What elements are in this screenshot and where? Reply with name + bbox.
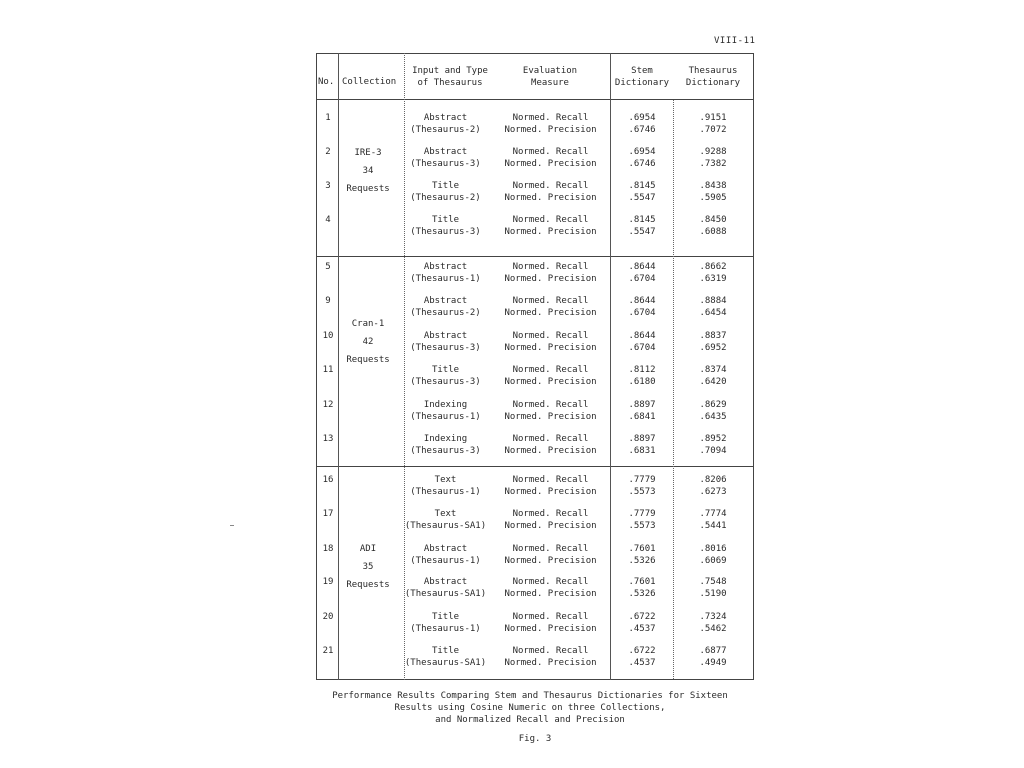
evaluation-measure: Normed. Recall <box>512 262 589 272</box>
header-evaluation-line1: Evaluation <box>522 66 578 76</box>
row-number: 19 <box>322 577 334 587</box>
evaluation-measure: Normed. Recall <box>512 475 589 485</box>
input-type: Abstract <box>423 331 468 341</box>
evaluation-measure: Normed. Precision <box>504 308 597 318</box>
thesaurus-value: .6952 <box>699 343 727 353</box>
input-type: (Thesaurus-3) <box>410 227 481 237</box>
stem-value: .4537 <box>628 624 656 634</box>
row-number: 4 <box>325 215 331 225</box>
stem-value: .6704 <box>628 343 656 353</box>
thesaurus-value: .5462 <box>699 624 727 634</box>
header-stem-line1: Stem <box>631 66 653 76</box>
collection-label: IRE-3 <box>354 148 382 158</box>
evaluation-measure: Normed. Recall <box>512 577 589 587</box>
input-type: (Thesaurus-1) <box>410 487 481 497</box>
stem-value: .7601 <box>628 577 656 587</box>
thesaurus-value: .6877 <box>699 646 727 656</box>
row-number: 16 <box>322 475 334 485</box>
thesaurus-value: .6088 <box>699 227 727 237</box>
thesaurus-value: .8206 <box>699 475 727 485</box>
stem-value: .6704 <box>628 274 656 284</box>
row-number: 10 <box>322 331 334 341</box>
thesaurus-value: .6273 <box>699 487 727 497</box>
stem-value: .8145 <box>628 215 656 225</box>
stem-value: .8644 <box>628 262 656 272</box>
input-type: (Thesaurus-2) <box>410 193 481 203</box>
stem-value: .8112 <box>628 365 656 375</box>
thesaurus-value: .5905 <box>699 193 727 203</box>
collection-label: 35 <box>362 562 374 572</box>
stem-value: .8897 <box>628 434 656 444</box>
row-number: 17 <box>322 509 334 519</box>
stem-value: .6954 <box>628 147 656 157</box>
caption-line-2: Results using Cosine Numeric on three Collections, <box>394 703 666 713</box>
row-number: 5 <box>325 262 331 272</box>
input-type: Abstract <box>423 113 468 123</box>
group-rule <box>316 466 753 467</box>
thesaurus-value: .8450 <box>699 215 727 225</box>
stem-value: .4537 <box>628 658 656 668</box>
table-bottom-rule <box>316 679 753 680</box>
input-type: Text <box>434 509 457 519</box>
evaluation-measure: Normed. Recall <box>512 296 589 306</box>
stem-value: .6704 <box>628 308 656 318</box>
thesaurus-value: .9288 <box>699 147 727 157</box>
thesaurus-value: .8629 <box>699 400 727 410</box>
header-rule <box>316 99 753 100</box>
collection-label: ADI <box>359 544 377 554</box>
header-evaluation-line2: Measure <box>531 78 569 88</box>
evaluation-measure: Normed. Recall <box>512 612 589 622</box>
thesaurus-value: .9151 <box>699 113 727 123</box>
evaluation-measure: Normed. Recall <box>512 434 589 444</box>
column-rule <box>673 100 674 679</box>
row-number: 12 <box>322 400 334 410</box>
thesaurus-value: .7382 <box>699 159 727 169</box>
header-input-line2: of Thesaurus <box>417 78 483 88</box>
stem-value: .7779 <box>628 475 656 485</box>
caption-line-1: Performance Results Comparing Stem and Thesaurus Dictionaries for Sixteen <box>332 691 728 701</box>
thesaurus-value: .8952 <box>699 434 727 444</box>
input-type: Title <box>431 215 460 225</box>
group-rule <box>316 256 753 257</box>
input-type: (Thesaurus-1) <box>410 412 481 422</box>
input-type: (Thesaurus-1) <box>410 274 481 284</box>
stem-value: .6722 <box>628 646 656 656</box>
evaluation-measure: Normed. Recall <box>512 181 589 191</box>
collection-label: 34 <box>362 166 374 176</box>
input-type: (Thesaurus-3) <box>410 377 481 387</box>
thesaurus-value: .8374 <box>699 365 727 375</box>
stem-value: .5573 <box>628 487 656 497</box>
stem-value: .8897 <box>628 400 656 410</box>
stem-value: .6722 <box>628 612 656 622</box>
input-type: (Thesaurus-2) <box>410 308 481 318</box>
row-number: 13 <box>322 434 334 444</box>
input-type: (Thesaurus-SA1) <box>404 589 487 599</box>
evaluation-measure: Normed. Recall <box>512 331 589 341</box>
thesaurus-value: .7548 <box>699 577 727 587</box>
thesaurus-value: .7774 <box>699 509 727 519</box>
header-thesaurus-line2: Dictionary <box>685 78 741 88</box>
evaluation-measure: Normed. Precision <box>504 274 597 284</box>
input-type: Title <box>431 612 460 622</box>
caption-line-3: and Normalized Recall and Precision <box>435 715 625 725</box>
header-thesaurus-line1: Thesaurus <box>688 66 738 76</box>
collection-label: Requests <box>346 184 390 194</box>
evaluation-measure: Normed. Precision <box>504 556 597 566</box>
stem-value: .5547 <box>628 193 656 203</box>
row-number: 1 <box>325 113 331 123</box>
evaluation-measure: Normed. Recall <box>512 400 589 410</box>
stem-value: .6746 <box>628 159 656 169</box>
input-type: Title <box>431 365 460 375</box>
evaluation-measure: Normed. Precision <box>504 589 597 599</box>
input-type: (Thesaurus-3) <box>410 446 481 456</box>
collection-label: Requests <box>346 355 390 365</box>
figure-label: Fig. 3 <box>518 734 552 744</box>
thesaurus-value: .6420 <box>699 377 727 387</box>
stem-value: .7779 <box>628 509 656 519</box>
thesaurus-value: .8837 <box>699 331 727 341</box>
stem-value: .6841 <box>628 412 656 422</box>
input-type: Abstract <box>423 296 468 306</box>
row-number: 2 <box>325 147 331 157</box>
header-collection: Collection <box>342 77 397 87</box>
input-type: Title <box>431 181 460 191</box>
evaluation-measure: Normed. Precision <box>504 521 597 531</box>
evaluation-measure: Normed. Precision <box>504 624 597 634</box>
row-number: 11 <box>322 365 334 375</box>
stem-value: .6831 <box>628 446 656 456</box>
thesaurus-value: .8662 <box>699 262 727 272</box>
evaluation-measure: Normed. Precision <box>504 658 597 668</box>
column-rule <box>338 53 339 680</box>
evaluation-measure: Normed. Precision <box>504 377 597 387</box>
evaluation-measure: Normed. Precision <box>504 343 597 353</box>
scan-mark <box>230 525 234 526</box>
input-type: Abstract <box>423 577 468 587</box>
input-type: Abstract <box>423 544 468 554</box>
thesaurus-value: .8016 <box>699 544 727 554</box>
evaluation-measure: Normed. Precision <box>504 487 597 497</box>
evaluation-measure: Normed. Precision <box>504 446 597 456</box>
input-type: Indexing <box>423 400 468 410</box>
thesaurus-value: .4949 <box>699 658 727 668</box>
input-type: (Thesaurus-3) <box>410 159 481 169</box>
collection-label: Requests <box>346 580 390 590</box>
stem-value: .5573 <box>628 521 656 531</box>
stem-value: .8145 <box>628 181 656 191</box>
table-top-rule <box>316 53 753 54</box>
stem-value: .6954 <box>628 113 656 123</box>
collection-label: 42 <box>362 337 374 347</box>
evaluation-measure: Normed. Recall <box>512 646 589 656</box>
thesaurus-value: .5441 <box>699 521 727 531</box>
input-type: Text <box>434 475 457 485</box>
header-input-line1: Input and Type <box>412 66 488 76</box>
header-no: No. <box>318 77 335 87</box>
evaluation-measure: Normed. Precision <box>504 227 597 237</box>
stem-value: .5326 <box>628 589 656 599</box>
row-number: 18 <box>322 544 334 554</box>
evaluation-measure: Normed. Recall <box>512 365 589 375</box>
thesaurus-value: .7072 <box>699 125 727 135</box>
stem-value: .5326 <box>628 556 656 566</box>
thesaurus-value: .5190 <box>699 589 727 599</box>
thesaurus-value: .6069 <box>699 556 727 566</box>
input-type: (Thesaurus-1) <box>410 556 481 566</box>
input-type: (Thesaurus-SA1) <box>404 521 487 531</box>
input-type: (Thesaurus-2) <box>410 125 481 135</box>
row-number: 9 <box>325 296 331 306</box>
evaluation-measure: Normed. Recall <box>512 147 589 157</box>
thesaurus-value: .6319 <box>699 274 727 284</box>
row-number: 20 <box>322 612 334 622</box>
stem-value: .5547 <box>628 227 656 237</box>
evaluation-measure: Normed. Recall <box>512 509 589 519</box>
row-number: 21 <box>322 646 334 656</box>
stem-value: .8644 <box>628 296 656 306</box>
evaluation-measure: Normed. Precision <box>504 125 597 135</box>
stem-value: .8644 <box>628 331 656 341</box>
input-type: Abstract <box>423 262 468 272</box>
input-type: (Thesaurus-3) <box>410 343 481 353</box>
input-type: Indexing <box>423 434 468 444</box>
column-rule <box>610 53 611 680</box>
evaluation-measure: Normed. Precision <box>504 193 597 203</box>
row-number: 3 <box>325 181 331 191</box>
thesaurus-value: .7094 <box>699 446 727 456</box>
evaluation-measure: Normed. Recall <box>512 544 589 554</box>
stem-value: .6180 <box>628 377 656 387</box>
evaluation-measure: Normed. Recall <box>512 215 589 225</box>
thesaurus-value: .6454 <box>699 308 727 318</box>
collection-label: Cran-1 <box>351 319 385 329</box>
evaluation-measure: Normed. Precision <box>504 159 597 169</box>
evaluation-measure: Normed. Precision <box>504 412 597 422</box>
input-type: (Thesaurus-SA1) <box>404 658 487 668</box>
thesaurus-value: .6435 <box>699 412 727 422</box>
thesaurus-value: .8438 <box>699 181 727 191</box>
input-type: Abstract <box>423 147 468 157</box>
input-type: (Thesaurus-1) <box>410 624 481 634</box>
stem-value: .7601 <box>628 544 656 554</box>
input-type: Title <box>431 646 460 656</box>
thesaurus-value: .8884 <box>699 296 727 306</box>
evaluation-measure: Normed. Recall <box>512 113 589 123</box>
stem-value: .6746 <box>628 125 656 135</box>
thesaurus-value: .7324 <box>699 612 727 622</box>
page-number: VIII-11 <box>714 36 756 46</box>
header-stem-line2: Dictionary <box>614 78 670 88</box>
